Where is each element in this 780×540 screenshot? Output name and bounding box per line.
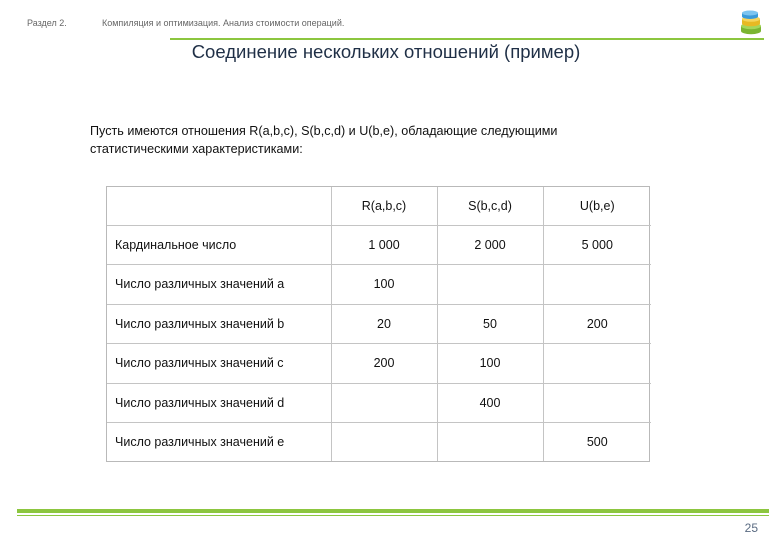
table-cell: 200 bbox=[543, 304, 651, 344]
table-row bbox=[107, 304, 651, 344]
table-header-row bbox=[107, 187, 651, 225]
table-cell: 500 bbox=[543, 423, 651, 461]
table-cell bbox=[543, 344, 651, 384]
section-label: Раздел 2. bbox=[27, 18, 67, 28]
table-row bbox=[107, 383, 651, 423]
table-cell bbox=[437, 265, 543, 305]
table-cell: 400 bbox=[437, 383, 543, 423]
table-header-cell: S(b,c,d) bbox=[437, 187, 543, 225]
intro-text: Пусть имеются отношения R(a,b,c), S(b,c,d) и U(b,e), обладающие следующими статистическими характеристиками: bbox=[90, 124, 558, 156]
statistics-table bbox=[106, 186, 650, 462]
table-header-cell bbox=[107, 187, 331, 225]
row-label: Число различных значений a bbox=[107, 265, 331, 305]
table-row bbox=[107, 344, 651, 384]
table-row bbox=[107, 423, 651, 461]
row-label: Число различных значений b bbox=[107, 304, 331, 344]
table-row bbox=[107, 225, 651, 265]
table-cell: 20 bbox=[331, 304, 437, 344]
slide-title: Соединение нескольких отношений (пример) bbox=[191, 41, 581, 62]
row-label: Число различных значений c bbox=[107, 344, 331, 384]
table-cell: 1 000 bbox=[331, 225, 437, 265]
footer-bar bbox=[17, 509, 769, 513]
coin-stack-icon bbox=[738, 10, 764, 36]
table-header-cell: R(a,b,c) bbox=[331, 187, 437, 225]
table-cell bbox=[543, 383, 651, 423]
row-label: Кардинальное число bbox=[107, 225, 331, 265]
title-divider bbox=[170, 38, 764, 40]
table-cell: 5 000 bbox=[543, 225, 651, 265]
table-cell bbox=[543, 265, 651, 305]
header-subtitle: Компиляция и оптимизация. Анализ стоимости операций. bbox=[102, 18, 345, 28]
table-cell: 100 bbox=[437, 344, 543, 384]
table-cell bbox=[331, 383, 437, 423]
table-cell: 50 bbox=[437, 304, 543, 344]
table-cell bbox=[437, 423, 543, 461]
table-header-cell: U(b,e) bbox=[543, 187, 651, 225]
row-label: Число различных значений d bbox=[107, 383, 331, 423]
table-cell: 200 bbox=[331, 344, 437, 384]
table-cell: 2 000 bbox=[437, 225, 543, 265]
footer-line bbox=[17, 515, 769, 516]
table-row bbox=[107, 265, 651, 305]
page-number: 25 bbox=[744, 521, 758, 535]
table-cell: 100 bbox=[331, 265, 437, 305]
table-cell bbox=[331, 423, 437, 461]
row-label: Число различных значений e bbox=[107, 423, 331, 461]
